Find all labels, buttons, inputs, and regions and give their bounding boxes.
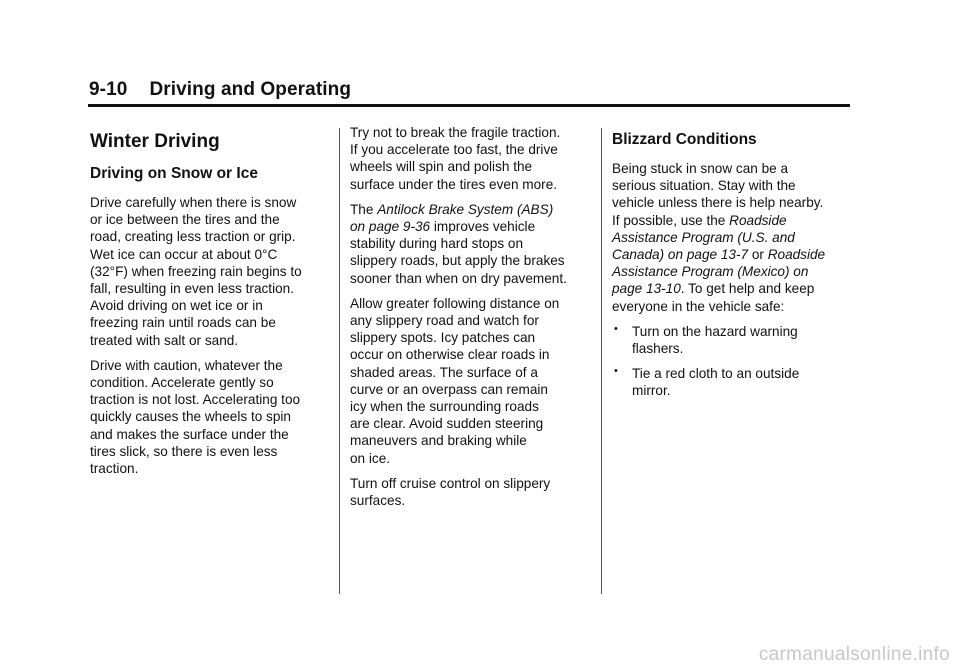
paragraph-cruise-control: Turn off cruise control on slippery surfaces.	[350, 475, 551, 509]
page-header	[89, 79, 351, 101]
bullet-item	[612, 365, 852, 399]
header-rule	[88, 104, 850, 107]
subsection-title-snow-ice: Driving on Snow or Ice	[90, 165, 258, 182]
bullet-item	[612, 323, 852, 357]
column-divider-2	[601, 128, 602, 594]
bullet-icon: •	[614, 365, 618, 378]
bullet-text: Turn on the hazard warning flashers.	[632, 323, 798, 357]
watermark: carmanualsonline.info	[758, 644, 950, 665]
page-number: 9-10	[89, 79, 128, 100]
section-title: Winter Driving	[90, 131, 220, 152]
abs-reference-link[interactable]: Antilock Brake System (ABS) on page 9‑36	[350, 201, 554, 235]
abs-text-post: improves vehicle stability during hard stops on slippery roads, but apply the brakes sooner than when on dry pavement.	[350, 219, 567, 286]
paragraph-abs	[350, 201, 595, 287]
chapter-title: Driving and Operating	[149, 79, 352, 100]
bullet-icon: •	[614, 322, 618, 335]
paragraph-snow-ice-1: Drive carefully when there is snow or ice between the tires and the road, creating less traction or grip. Wet ice can occur at about 0°C (32°F) when freezing rain begins to fall, resulting in even less traction. Avoid driving on wet ice or in freezing rain until roads can be treated with salt or sand.	[90, 195, 302, 348]
bullet-text: Tie a red cloth to an outside mirror.	[632, 366, 800, 399]
column-1	[90, 130, 328, 485]
paragraph-following-distance: Allow greater following distance on any slippery road and watch for slippery spots. Icy patches can occur on otherwise clear roads in shaded areas. The surface of a curve or an overpass can remain icy when the surrounding roads are clear. Avoid sudden steering maneuvers and braking while on ice.	[350, 295, 560, 466]
subsection-title-blizzard: Blizzard Conditions	[612, 131, 757, 148]
blizzard-bullet-list	[612, 323, 852, 400]
paragraph-snow-ice-2: Drive with caution, whatever the condition. Accelerate gently so traction is not lost. Accelerating too quickly causes the wheels to spin and makes the surface under the tires slick, so there is even less traction.	[90, 357, 301, 477]
column-3	[612, 130, 852, 408]
abs-text-pre: The	[350, 201, 378, 217]
paragraph-traction: Try not to break the fragile traction. If you accelerate too fast, the drive wheels will spin and polish the surface under the tires even more.	[350, 125, 561, 192]
blizzard-text-mid: or	[748, 247, 768, 263]
column-2	[350, 124, 595, 517]
paragraph-blizzard	[612, 160, 852, 315]
roadside-us-canada-link[interactable]: Roadside Assistance Program (U.S. and Canada) on page 13‑7	[612, 212, 795, 263]
blizzard-text-post: . To get help and keep everyone in the vehicle safe:	[612, 281, 815, 314]
roadside-mexico-link[interactable]: Roadside Assistance Program (Mexico) on page 13‑10	[612, 247, 826, 297]
blizzard-text-pre: Being stuck in snow can be a serious situation. Stay with the vehicle unless there is help nearby. If possible, use the	[612, 161, 824, 228]
column-divider-1	[339, 128, 340, 594]
